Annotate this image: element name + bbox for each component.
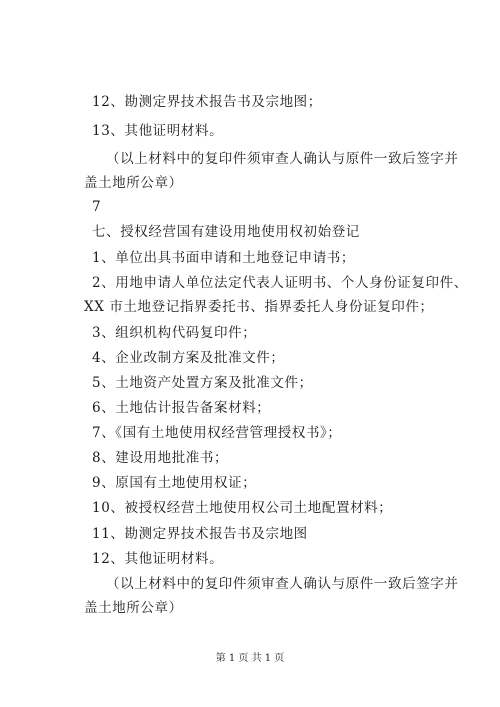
note-copy-verification: （以上材料中的复印件须审查人确认与原件一致后签字并 <box>106 151 459 167</box>
item-3-org-code: 3、组织机构代码复印件； <box>92 325 257 341</box>
item-11-survey-report: 11、勘测定界技术报告书及宗地图 <box>92 526 308 542</box>
note-seal-continuation: 盖土地所公章） <box>84 175 183 191</box>
item-12-other-materials: 12、其他证明材料。 <box>92 551 224 567</box>
item-2-representative-proof: 2、用地申请人单位法定代表人证明书、个人身份证复印件、 <box>92 275 468 291</box>
section-heading-seven: 七、授权经营国有建设用地使用权初始登记 <box>92 224 360 240</box>
item-12-survey-report: 12、勘测定界技术报告书及宗地图； <box>92 94 322 110</box>
note-seal-continuation-2: 盖土地所公章） <box>84 600 183 616</box>
item-13-other-materials: 13、其他证明材料。 <box>92 123 224 139</box>
item-1-application: 1、单位出具书面申请和土地登记申请书； <box>92 250 355 266</box>
item-4-restructure-plan: 4、企业改制方案及批准文件； <box>92 350 285 366</box>
item-9-original-certificate: 9、原国有土地使用权证； <box>92 475 257 491</box>
item-10-allocation-materials: 10、被授权经营土地使用权公司土地配置材料； <box>92 500 393 516</box>
page-marker: 7 <box>92 199 102 215</box>
item-7-authorization-letter: 7、《国有土地使用权经营管理授权书》； <box>92 425 342 441</box>
item-8-approval-letter: 8、建设用地批准书； <box>92 450 229 466</box>
item-6-valuation-report: 6、土地估计报告备案材料； <box>92 400 271 416</box>
note-copy-verification-2: （以上材料中的复印件须审查人确认与原件一致后签字并 <box>106 576 459 592</box>
item-2-continuation: XX 市土地登记指界委托书、指界委托人身份证复印件； <box>84 299 434 315</box>
item-5-asset-disposal: 5、土地资产处置方案及批准文件； <box>92 375 313 391</box>
page-footer: 第 1 页 共 1 页 <box>215 653 285 664</box>
